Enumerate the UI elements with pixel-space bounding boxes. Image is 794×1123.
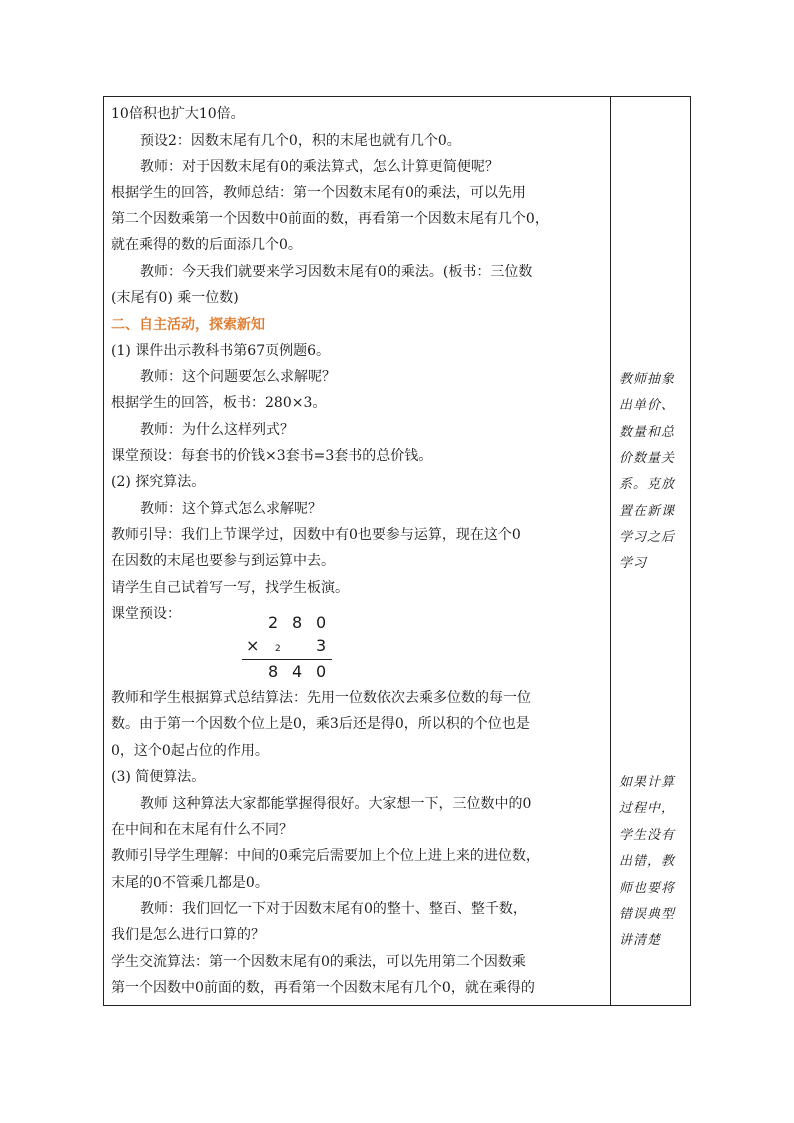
side-note: 过程中， <box>619 801 676 816</box>
column-divider <box>610 97 611 1005</box>
text-line: 课堂预设：每套书的价钱×3套书=3套书的总价钱。 <box>111 448 433 464</box>
digit: 3 <box>316 636 327 655</box>
calc-rule <box>242 659 332 660</box>
side-note: 系。克放 <box>619 477 676 492</box>
text-line: 根据学生的回答，教师总结：第一个因数末尾有0的乘法，可以先用 <box>111 185 526 201</box>
side-note: 师也要将 <box>619 881 676 896</box>
digit: 8 <box>268 662 279 681</box>
text-line: 末尾的0不管乘几都是0。 <box>111 875 269 891</box>
text-line: 教师：这个问题要怎么求解呢？ <box>140 369 336 385</box>
side-note: 出单价、 <box>619 398 676 413</box>
text-line: 在中间和在末尾有什么不同？ <box>111 822 293 838</box>
text-line: 教师：对于因数末尾有0的乘法算式，怎么计算更简便呢？ <box>140 159 499 175</box>
side-note: 学习 <box>619 556 648 571</box>
side-note: 学生没有 <box>619 828 676 843</box>
text-line: 教师引导：我们上节课学过，因数中有0也要参与运算，现在这个0 <box>111 527 521 543</box>
digit: 0 <box>316 613 327 632</box>
text-line: 教师：这个算式怎么求解呢？ <box>140 501 322 517</box>
text-line: 0，这个0起占位的作用。 <box>111 743 269 759</box>
text-line: 根据学生的回答，板书：280×3。 <box>111 395 327 411</box>
text-line: 我们是怎么进行口算的？ <box>111 927 265 943</box>
digit: 8 <box>292 613 303 632</box>
text-line: 请学生自己试着写一写，找学生板演。 <box>111 580 349 596</box>
digit: 4 <box>292 662 303 681</box>
text-line: 10倍积也扩大10倍。 <box>111 106 245 122</box>
text-line: 教师引导学生理解：中间的0乘完后需要加上个位上进上来的进位数， <box>111 848 540 864</box>
text-line: (末尾有0) 乘一位数) <box>111 290 239 306</box>
text-line: 就在乘得的数的后面添几个0。 <box>111 237 302 253</box>
text-line: 预设2：因数末尾有几个0，积的末尾也就有几个0。 <box>140 133 461 149</box>
side-note: 如果计算 <box>619 775 676 790</box>
text-line: 第一个因数中0前面的数，再看第一个因数末尾有几个0，就在乘得的 <box>111 980 535 996</box>
side-note: 错误典型 <box>619 907 676 922</box>
text-line: 教师：为什么这样列式？ <box>140 422 294 438</box>
text-line: 教师和学生根据算式总结算法：先用一位数依次去乘多位数的每一位 <box>111 690 531 706</box>
side-note: 数量和总 <box>619 425 676 440</box>
side-note: 置在新课 <box>619 504 676 519</box>
lesson-plan-table <box>103 96 691 1006</box>
side-note: 讲清楚 <box>619 933 662 948</box>
text-line: (3) 简便算法。 <box>111 769 206 785</box>
side-note: 价数量关 <box>619 451 676 466</box>
text-line: 在因数的末尾也要参与到运算中去。 <box>111 553 335 569</box>
side-note: 教师抽象 <box>619 372 676 387</box>
text-line: (2) 探究算法。 <box>111 474 206 490</box>
text-line: 学生交流算法：第一个因数末尾有0的乘法，可以先用第二个因数乘 <box>111 954 526 970</box>
text-line: 数。由于第一个因数个位上是0，乘3后还是得0，所以积的个位也是 <box>111 716 530 732</box>
text-line: 教师：我们回忆一下对于因数末尾有0的整十、整百、整千数， <box>140 901 527 917</box>
text-line: (1) 课件出示教科书第67页例题6。 <box>111 343 331 359</box>
text-line: 教师：今天我们就要来学习因数末尾有0的乘法。(板书：三位数 <box>140 264 533 280</box>
digit: 0 <box>316 662 327 681</box>
digit: 2 <box>268 613 279 632</box>
side-note: 出错，教 <box>619 854 676 869</box>
section-heading: 二、自主活动，探索新知 <box>111 317 265 333</box>
side-note: 学习之后 <box>619 530 676 545</box>
text-line: 教师 这种算法大家都能掌握得很好。大家想一下，三位数中的0 <box>140 796 532 812</box>
text-line: 第二个因数乘第一个因数中0前面的数，再看第一个因数末尾有几个0， <box>111 211 549 227</box>
carry-digit: 2 <box>275 644 281 654</box>
text-line: 课堂预设： <box>111 606 181 622</box>
times-sign: × <box>246 636 260 655</box>
vertical-multiplication <box>242 613 342 683</box>
